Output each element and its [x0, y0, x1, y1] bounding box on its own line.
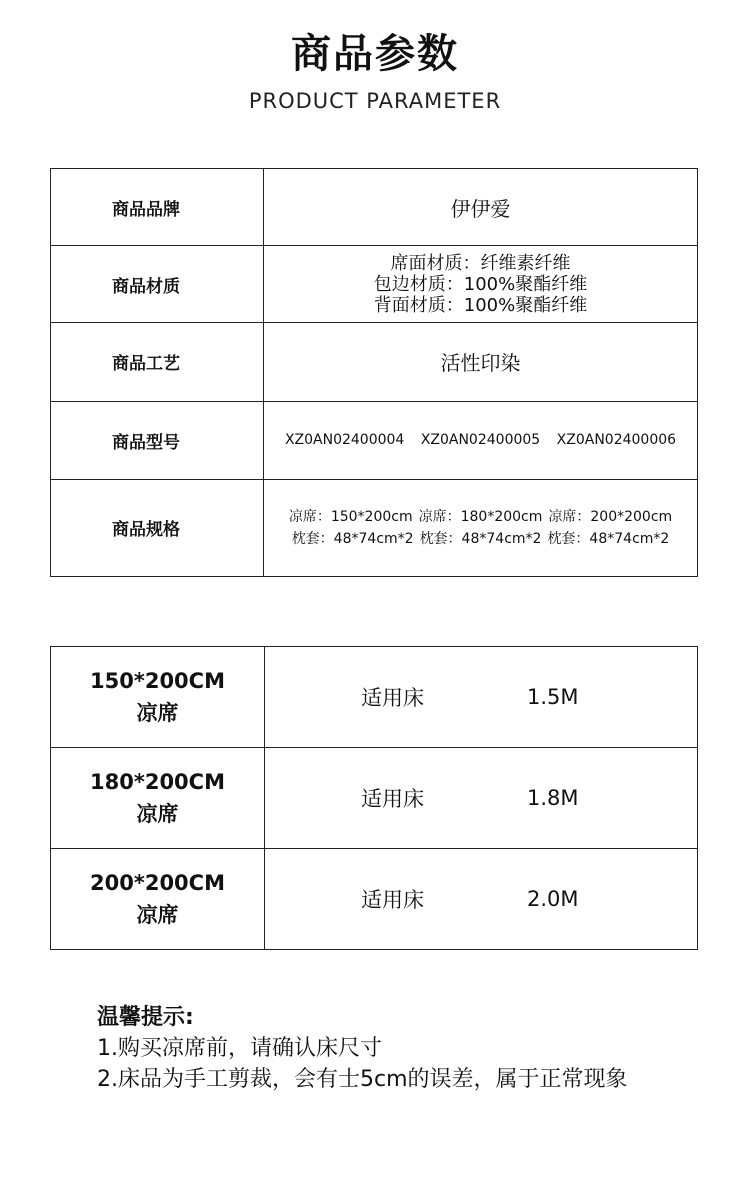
brand-label: 商品品牌 — [51, 169, 264, 246]
page-subtitle: PRODUCT PARAMETER — [248, 89, 502, 113]
model-value — [264, 401, 698, 479]
bed-label: 适用床 — [361, 686, 424, 710]
material-line: 席面材质：纤维素纤维 — [390, 252, 571, 274]
model-label: 商品型号 — [51, 401, 264, 479]
craft-label: 商品工艺 — [51, 323, 264, 401]
tips-section — [97, 1002, 628, 1095]
spec-pillow: 枕套：48*74cm*2 — [291, 530, 414, 547]
bed-fit — [265, 748, 698, 849]
bed-size: 1.8M — [527, 786, 579, 810]
spec-pillow: 枕套：48*74cm*2 — [419, 530, 542, 547]
table-row — [51, 748, 698, 849]
spec-pillow: 枕套：48*74cm*2 — [547, 530, 670, 547]
size-product-name: 凉席 — [136, 701, 179, 725]
size-dimension: 150*200CM — [90, 669, 225, 693]
spec-mat: 凉席：180*200cm — [418, 508, 543, 525]
size-dimension: 200*200CM — [90, 871, 225, 895]
bed-fit — [265, 647, 698, 748]
table-row — [51, 246, 698, 323]
spec-value — [264, 479, 698, 576]
size-product-name: 凉席 — [136, 903, 179, 927]
spec-mat: 凉席：200*200cm — [548, 508, 673, 525]
table-row — [51, 169, 698, 246]
table-row — [51, 401, 698, 479]
page-title: 商品参数 — [291, 31, 459, 77]
material-label: 商品材质 — [51, 246, 264, 323]
table-row — [51, 849, 698, 950]
table-row — [51, 647, 698, 748]
tips-title: 温馨提示: — [97, 1005, 194, 1030]
model-number: XZ0AN02400004 — [284, 432, 405, 449]
brand-value: 伊伊爱 — [264, 169, 698, 246]
spec-label: 商品规格 — [51, 479, 264, 576]
size-label — [51, 849, 265, 950]
bed-label: 适用床 — [361, 888, 424, 912]
size-product-name: 凉席 — [136, 802, 179, 826]
table-row — [51, 323, 698, 401]
bed-fit — [265, 849, 698, 950]
bed-size: 2.0M — [527, 887, 579, 911]
spec-mat: 凉席：150*200cm — [288, 508, 413, 525]
material-value — [264, 246, 698, 323]
craft-value: 活性印染 — [264, 323, 698, 401]
material-line: 包边材质：100%聚酯纤维 — [373, 273, 588, 295]
size-label — [51, 748, 265, 849]
tips-line: 1.购买凉席前，请确认床尺寸 — [97, 1036, 382, 1061]
material-line: 背面材质：100%聚酯纤维 — [373, 294, 588, 316]
bed-size: 1.5M — [527, 685, 579, 709]
size-dimension: 180*200CM — [90, 770, 225, 794]
model-number: XZ0AN02400006 — [556, 432, 677, 449]
table-row — [51, 479, 698, 576]
tips-line: 2.床品为手工剪裁，会有士5cm的误差，属于正常现象 — [97, 1067, 628, 1092]
size-label — [51, 647, 265, 748]
model-number: XZ0AN02400005 — [420, 432, 541, 449]
size-table — [50, 646, 698, 950]
bed-label: 适用床 — [361, 787, 424, 811]
parameter-table — [50, 168, 698, 577]
